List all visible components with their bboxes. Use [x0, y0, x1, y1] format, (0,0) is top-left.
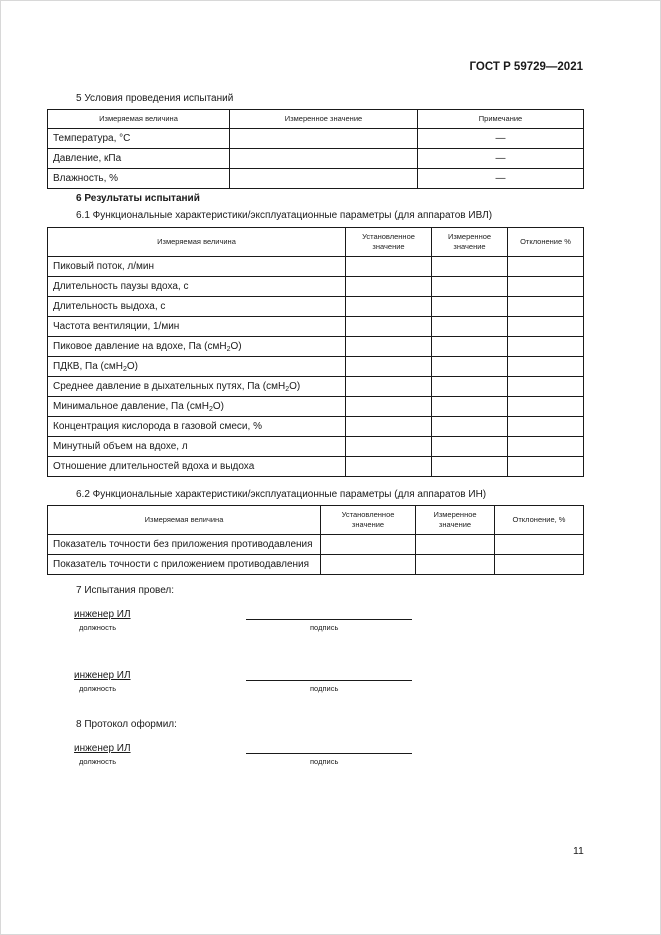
table-row — [48, 417, 584, 437]
measured-value-cell[interactable] — [416, 555, 495, 575]
table-header-row — [48, 506, 584, 535]
row-label-suffix: O) — [289, 381, 301, 392]
deviation-cell[interactable] — [508, 257, 584, 277]
table-row — [48, 257, 584, 277]
set-value-cell[interactable] — [321, 555, 416, 575]
measured-cell[interactable] — [230, 129, 418, 149]
deviation-cell[interactable] — [508, 297, 584, 317]
deviation-cell[interactable] — [495, 555, 584, 575]
conditions-table — [47, 109, 584, 189]
deviation-cell[interactable] — [508, 437, 584, 457]
row-label: Температура, °C — [48, 129, 230, 149]
table-row — [48, 377, 584, 397]
measured-value-cell[interactable] — [432, 457, 508, 477]
row-label-suffix: O) — [212, 401, 225, 412]
measured-value-cell[interactable] — [432, 257, 508, 277]
row-label — [48, 337, 346, 357]
table-row — [48, 169, 584, 189]
section-5-title: 5 Условия проведения испытаний — [76, 93, 234, 104]
position-label: должность — [79, 623, 117, 632]
signature-line[interactable] — [246, 619, 412, 620]
note-cell: — — [418, 129, 584, 149]
measured-value-cell[interactable] — [432, 397, 508, 417]
row-label-text: Длительность выдоха, с — [53, 301, 166, 312]
signature-line[interactable] — [246, 753, 412, 754]
measured-value-cell[interactable] — [432, 317, 508, 337]
row-label — [48, 317, 346, 337]
row-label-suffix: O) — [230, 341, 242, 352]
deviation-cell[interactable] — [508, 377, 584, 397]
table-row — [48, 337, 584, 357]
table-row — [48, 129, 584, 149]
column-header: Отклонение, % — [495, 506, 584, 535]
signature-line[interactable] — [246, 680, 412, 681]
set-value-cell[interactable] — [346, 397, 432, 417]
row-label-text: ПДКВ, Па (смH — [53, 361, 123, 372]
document-code: ГОСТ Р 59729—2021 — [469, 61, 583, 73]
row-label — [48, 437, 346, 457]
row-label-text: Показатель точности с приложением противодавления — [53, 559, 310, 570]
row-label-text: Среднее давление в дыхательных путях, Па (смH — [53, 381, 286, 392]
table-row — [48, 317, 584, 337]
subscript: 2 — [226, 346, 231, 353]
row-label-text: Концентрация кислорода в газовой смеси, % — [53, 421, 262, 432]
signature-label: подпись — [310, 757, 339, 766]
position-label: должность — [79, 757, 117, 766]
signature-label: подпись — [310, 623, 339, 632]
deviation-cell[interactable] — [508, 337, 584, 357]
table-row — [48, 357, 584, 377]
column-header: Установленное значение — [346, 228, 432, 257]
set-value-cell[interactable] — [346, 277, 432, 297]
set-value-cell[interactable] — [346, 257, 432, 277]
row-label-text: Показатель точности без приложения противодавления — [53, 539, 313, 550]
column-header: Измеренное значение — [230, 110, 418, 129]
deviation-cell[interactable] — [508, 357, 584, 377]
section-8-title: 8 Протокол оформил: — [76, 719, 177, 730]
column-header: Отклонение % — [508, 228, 584, 257]
measured-value-cell[interactable] — [432, 277, 508, 297]
deviation-cell[interactable] — [495, 535, 584, 555]
measured-value-cell[interactable] — [432, 337, 508, 357]
row-label-suffix: O) — [126, 361, 138, 372]
row-label: Влажность, % — [48, 169, 230, 189]
column-header: Измеренное значение — [432, 228, 508, 257]
row-label — [48, 417, 346, 437]
row-label-text: Частота вентиляции, 1/мин — [53, 321, 180, 332]
table-row — [48, 437, 584, 457]
row-label — [48, 277, 346, 297]
set-value-cell[interactable] — [346, 297, 432, 317]
table-header-row — [48, 228, 584, 257]
column-header: Измеряемая величина — [48, 110, 230, 129]
inhaler-results-table — [47, 505, 584, 575]
set-value-cell[interactable] — [346, 377, 432, 397]
set-value-cell[interactable] — [346, 317, 432, 337]
inhaler-results-body — [48, 535, 584, 575]
subscript: 2 — [209, 406, 213, 413]
table-header-row — [48, 110, 584, 129]
deviation-cell[interactable] — [508, 397, 584, 417]
row-label-text: Минутный объем на вдохе, л — [53, 441, 188, 452]
subscript: 2 — [122, 366, 127, 373]
row-label-text: Отношение длительностей вдоха и выдоха — [53, 461, 255, 472]
deviation-cell[interactable] — [508, 317, 584, 337]
row-label — [48, 357, 346, 377]
row-label-text: Пиковый поток, л/мин — [53, 261, 155, 272]
deviation-cell[interactable] — [508, 417, 584, 437]
measured-value-cell[interactable] — [432, 417, 508, 437]
row-label — [48, 397, 346, 417]
row-label — [48, 535, 321, 555]
table-row — [48, 535, 584, 555]
signature-label: подпись — [310, 684, 339, 693]
deviation-cell[interactable] — [508, 277, 584, 297]
row-label-text: Длительность паузы вдоха, с — [53, 281, 189, 292]
table-row — [48, 277, 584, 297]
row-label — [48, 555, 321, 575]
section-6-1-title: 6.1 Функциональные характеристики/эксплуатационные параметры (для аппаратов ИВЛ) — [76, 210, 493, 221]
signer-role: инженер ИЛ — [74, 743, 131, 754]
row-label-text: Пиковое давление на вдохе, Па (смH — [53, 341, 227, 352]
measured-value-cell[interactable] — [432, 297, 508, 317]
set-value-cell[interactable] — [346, 357, 432, 377]
row-label — [48, 297, 346, 317]
section-7-title: 7 Испытания провел: — [76, 585, 175, 596]
table-row — [48, 457, 584, 477]
section-6-2-title: 6.2 Функциональные характеристики/эксплуатационные параметры (для аппаратов ИН) — [76, 489, 487, 500]
measured-value-cell[interactable] — [432, 377, 508, 397]
measured-value-cell[interactable] — [416, 535, 495, 555]
set-value-cell[interactable] — [321, 535, 416, 555]
note-cell: — — [418, 169, 584, 189]
column-header: Примечание — [418, 110, 584, 129]
table-row — [48, 555, 584, 575]
row-label: Давление, кПа — [48, 149, 230, 169]
signer-role: инженер ИЛ — [74, 609, 131, 620]
column-header: Измеряемая величина — [48, 228, 346, 257]
measured-value-cell[interactable] — [432, 357, 508, 377]
set-value-cell[interactable] — [346, 457, 432, 477]
note-cell: — — [418, 149, 584, 169]
measured-value-cell[interactable] — [432, 437, 508, 457]
ventilator-results-table — [47, 227, 584, 477]
set-value-cell[interactable] — [346, 437, 432, 457]
column-header: Измеренное значение — [416, 506, 495, 535]
ventilator-results-body — [48, 257, 584, 477]
column-header: Измеряемая величина — [48, 506, 321, 535]
table-row — [48, 297, 584, 317]
table-row — [48, 397, 584, 417]
page-number: 11 — [573, 845, 584, 857]
set-value-cell[interactable] — [346, 417, 432, 437]
section-6-title: 6 Результаты испытаний — [76, 193, 200, 204]
deviation-cell[interactable] — [508, 457, 584, 477]
subscript: 2 — [285, 386, 290, 393]
row-label — [48, 377, 346, 397]
row-label — [48, 457, 346, 477]
table-row — [48, 149, 584, 169]
row-label-text: Минимальное давление, Па (смH — [53, 401, 209, 412]
row-label — [48, 257, 346, 277]
position-label: должность — [79, 684, 117, 693]
measured-cell[interactable] — [230, 149, 418, 169]
set-value-cell[interactable] — [346, 337, 432, 357]
signer-role: инженер ИЛ — [74, 670, 131, 681]
measured-cell[interactable] — [230, 169, 418, 189]
column-header: Установленное значение — [321, 506, 416, 535]
